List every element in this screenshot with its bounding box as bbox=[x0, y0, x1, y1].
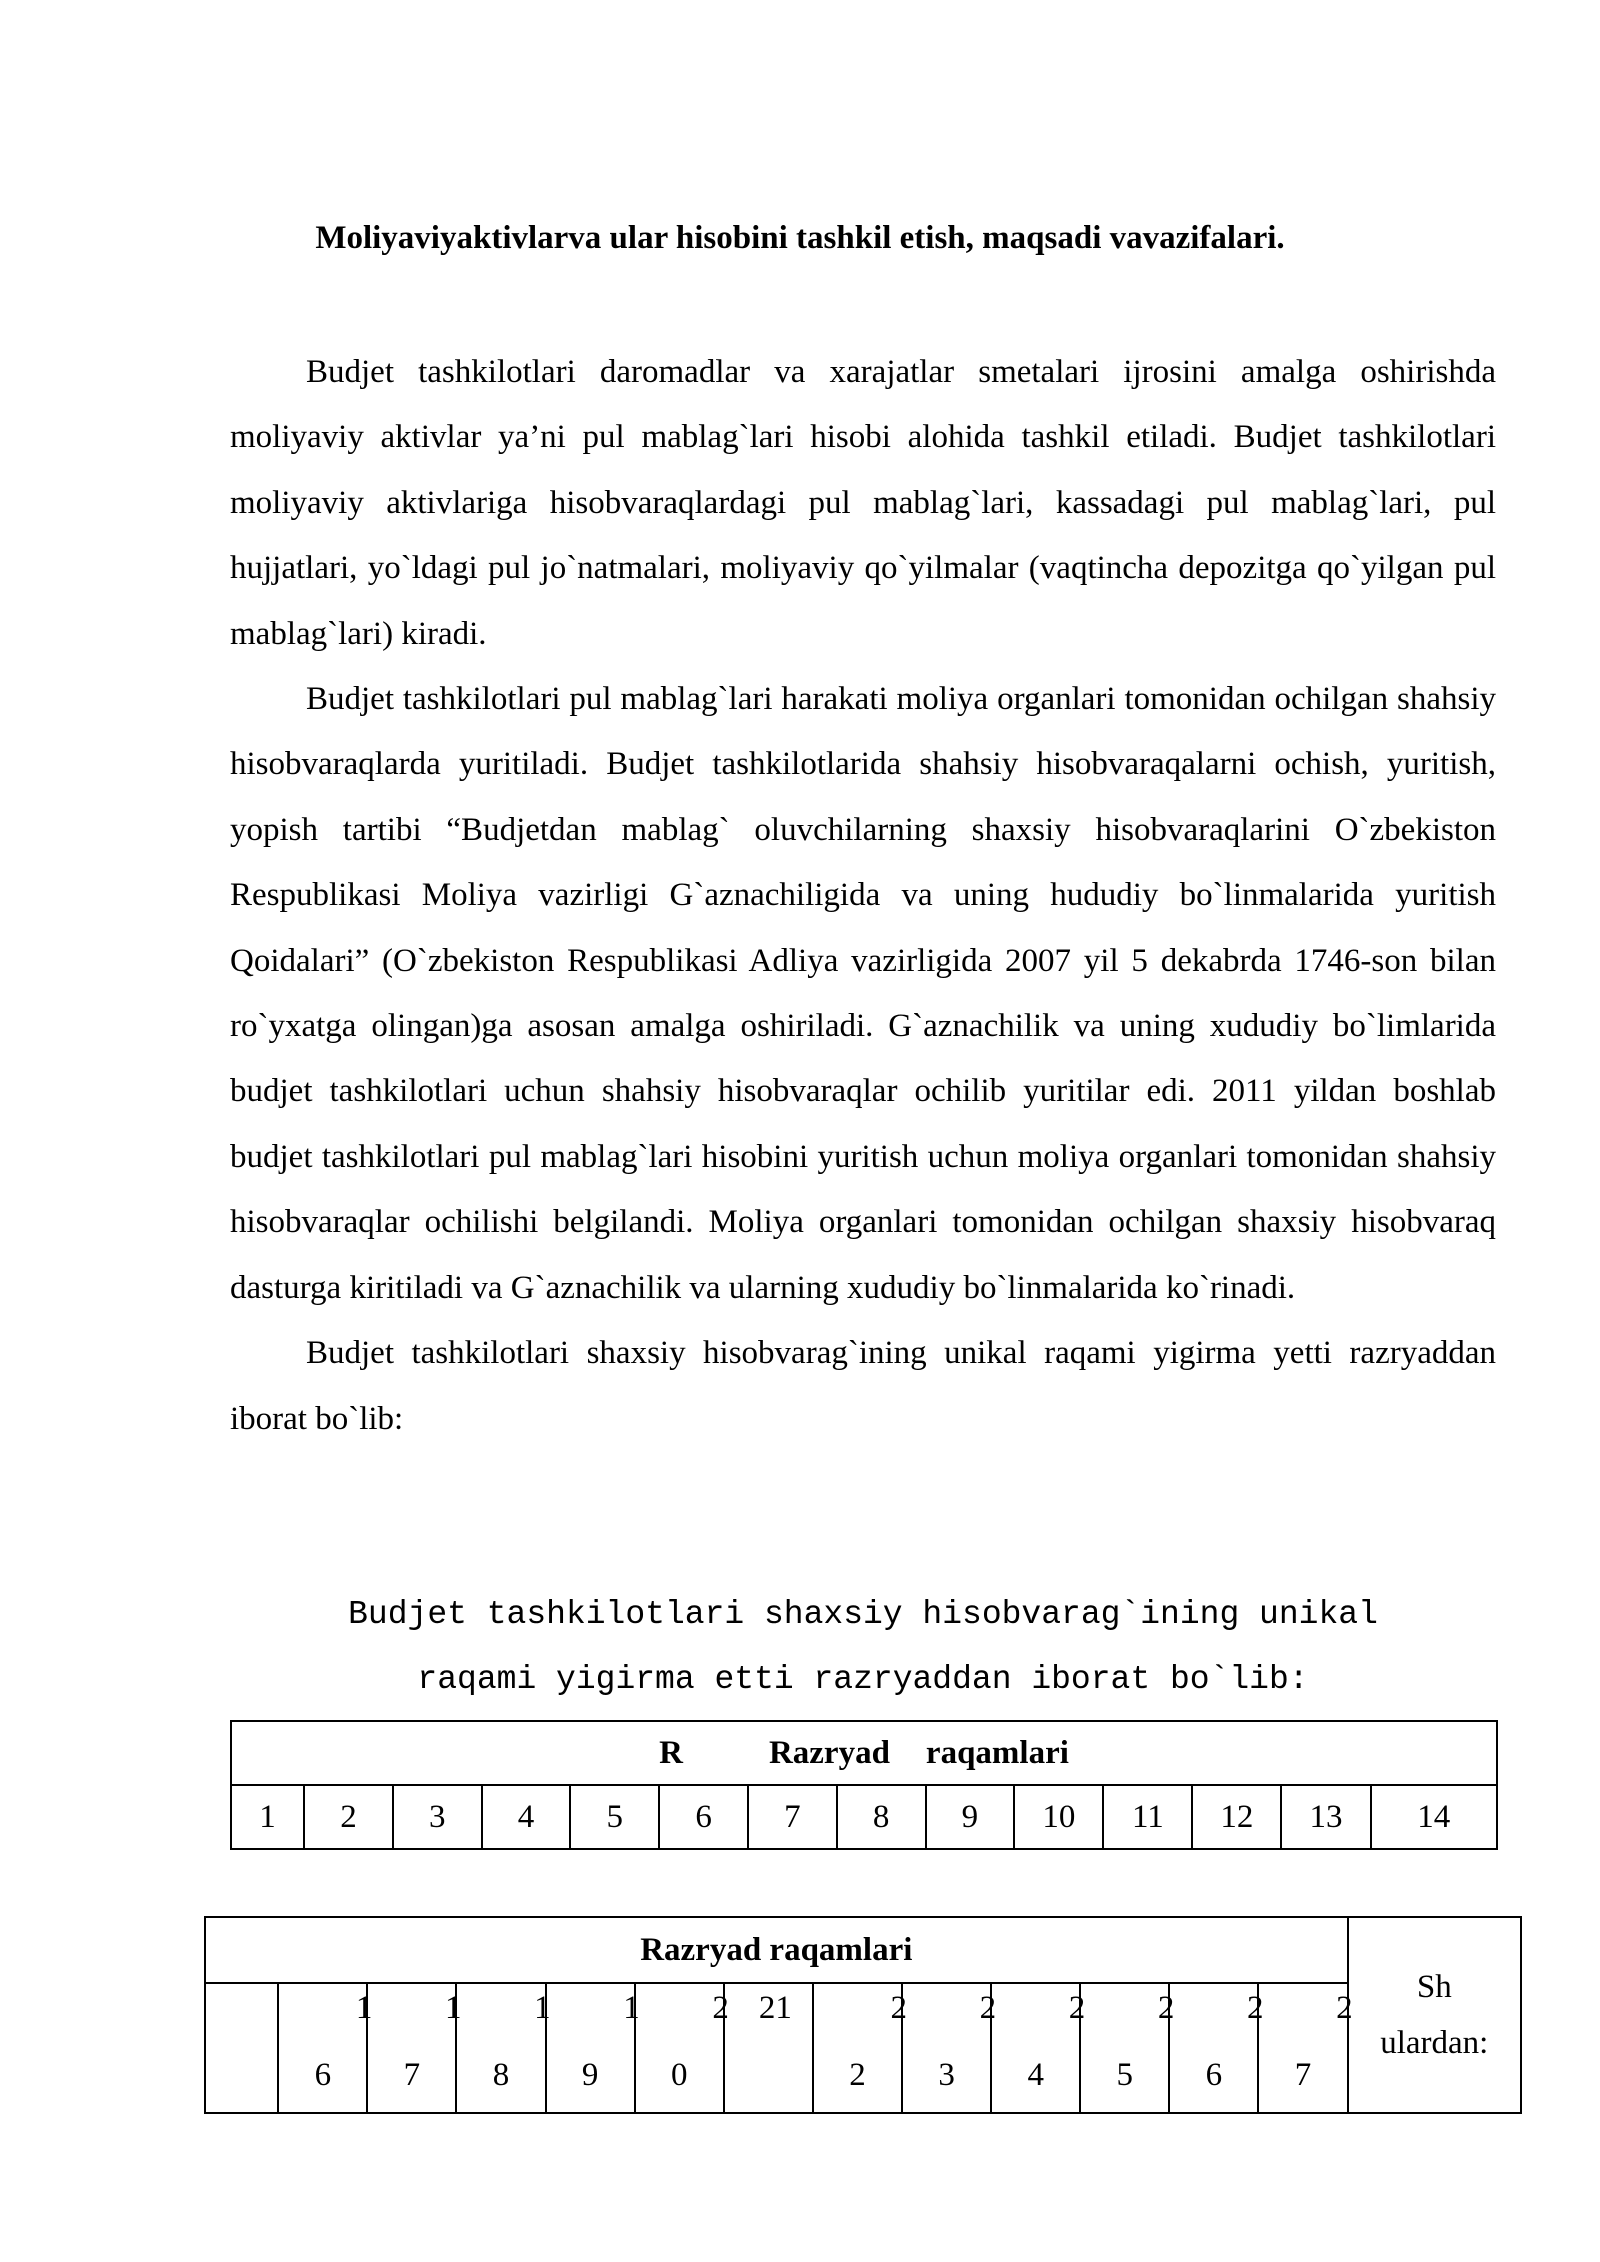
table1-digit-cell: 6 bbox=[659, 1785, 748, 1849]
body-text bbox=[230, 340, 1496, 1452]
table1-digit-cell: 11 bbox=[1103, 1785, 1192, 1849]
table2-digit-top: 2 bbox=[1336, 1990, 1353, 2026]
table2-digit-top: 1 bbox=[355, 1990, 373, 2026]
table2-digit-top: 2 bbox=[1068, 1990, 1086, 2026]
paragraph-1: Budjet tashkilotlari daromadlar va xarajatlar smetalari ijrosini amalga oshirishda moliyaviy aktivlar ya’ni pul mablag`lari hisobi alohida tashkil etiladi. Budjet tashkilotlari moliyaviy aktivlariga hisobvaraqlardagi pul mablag`lari, kassadagi pul mablag`lari, pul hujjatlari, yo`ldagi pul jo`natmalari, moliyaviy qo`yilmalar (vaqtincha depozitga qo`yilgan pul mablag`lari) kiradi. bbox=[230, 354, 1496, 652]
monospace-caption bbox=[230, 1582, 1496, 1712]
table2-digit-top: 2 bbox=[1246, 1990, 1264, 2026]
table2-digit-cell bbox=[456, 1983, 551, 2113]
table2-digit-cell bbox=[278, 1983, 373, 2113]
table2-digit-top: 2 bbox=[712, 1990, 729, 2026]
digit-table-2 bbox=[204, 1916, 1522, 2114]
monospace-line-1: Budjet tashkilotlari shaxsiy hisobvarag`ining unikal bbox=[348, 1596, 1378, 1633]
table2-digit-cell bbox=[1080, 1983, 1175, 2113]
table2-digit-top: 1 bbox=[534, 1990, 551, 2026]
table1-digit-cell: 1 bbox=[231, 1785, 304, 1849]
table2-digit-bottom: 5 bbox=[1116, 2057, 1134, 2093]
table2-digit-top: 1 bbox=[444, 1990, 462, 2026]
table2-digit-cell bbox=[1258, 1983, 1353, 2113]
table1-header bbox=[231, 1721, 1497, 1785]
document-title: Moliyaviyaktivlarva ular hisobini tashkil etish, maqsadi vavazifalari. bbox=[315, 220, 1285, 256]
table2-digit-cell bbox=[724, 1983, 813, 2113]
table2-digit-top: 1 bbox=[623, 1990, 640, 2026]
table1-digit-cell: 12 bbox=[1192, 1785, 1281, 1849]
table1-digit-cell: 14 bbox=[1371, 1785, 1497, 1849]
table1-digit-cell: 5 bbox=[570, 1785, 659, 1849]
paragraph-3: Budjet tashkilotlari shaxsiy hisobvarag`ining unikal raqami yigirma yetti razryaddan iborat bo`lib: bbox=[230, 1335, 1496, 1437]
digit-table-1 bbox=[230, 1720, 1498, 1850]
table2-digit-bottom: 2 bbox=[849, 2057, 866, 2093]
table1-header-part-1: R bbox=[659, 1734, 683, 1771]
table1-digit-cell: 13 bbox=[1281, 1785, 1370, 1849]
paragraph-2: Budjet tashkilotlari pul mablag`lari harakati moliya organlari tomonidan ochilgan shahsiy hisobvaraqlarda yuritiladi. Budjet tashkilotlarida shahsiy hisobvaraqalarni ochish, yuritish, yopish tartibi “Budjetdan mablag` oluvchilarning shaxsiy hisobvaraqlarini O`zbekiston Respublikasi Moliya vazirligi G`aznachiligida va uning hududiy bo`linmalarida yuritish Qoidalari” (O`zbekiston Respublikasi Adliya vazirligida 2007 yil 5 dekabrda 1746-son bilan ro`yxatga olingan)ga asosan amalga oshiriladi. G`aznachilik va uning xududiy bo`limlarida budjet tashkilotlari uchun shahsiy hisobvaraqlar ochilib yuritilar edi. 2011 yildan boshlab budjet tashkilotlari pul mablag`lari hisobini yuritish uchun moliya organlari tomonidan shahsiy hisobvaraqlar ochilishi belgilandi. Moliya organlari tomonidan ochilgan shaxsiy hisobvaraq dasturga kiritiladi va G`aznachilik va ularning xududiy bo`linmalarida ko`rinadi. bbox=[230, 681, 1496, 1306]
table2-digit-cell bbox=[546, 1983, 640, 2113]
table2-digit-bottom: 7 bbox=[1294, 2057, 1312, 2093]
table1-digit-cell: 10 bbox=[1014, 1785, 1103, 1849]
table2-digit-bottom: 4 bbox=[1027, 2057, 1044, 2093]
table2-side-line-2: ulardan: bbox=[1380, 2025, 1489, 2061]
table1-header-part-2: Razryad bbox=[768, 1734, 890, 1771]
table2-side-line-1: Sh bbox=[1416, 1969, 1452, 2005]
table2-header: Razryad raqamlari bbox=[205, 1917, 1348, 1983]
table1-digit-cell: 4 bbox=[482, 1785, 571, 1849]
table2-digit-cell bbox=[813, 1983, 908, 2113]
table1-digit-cell: 2 bbox=[304, 1785, 393, 1849]
table2-side-cell bbox=[1348, 1917, 1521, 2113]
table2-digit-top: 21 bbox=[758, 1990, 792, 2026]
table1-header-part-3: raqamlari bbox=[925, 1734, 1069, 1771]
table2-digit-cell bbox=[902, 1983, 997, 2113]
table2-digit-cell bbox=[991, 1983, 1086, 2113]
table1-digit-cell: 3 bbox=[393, 1785, 482, 1849]
table2-digit-cell bbox=[635, 1983, 729, 2113]
table2-digit-bottom: 8 bbox=[492, 2057, 510, 2093]
table1-digit-cell: 8 bbox=[837, 1785, 926, 1849]
table2-digit-cell bbox=[1169, 1983, 1264, 2113]
table2-digit-bottom: 6 bbox=[1205, 2057, 1223, 2093]
table2-digit-bottom: 0 bbox=[671, 2057, 688, 2093]
table2-digit-bottom: 7 bbox=[403, 2057, 421, 2093]
table1-digit-cell: 9 bbox=[926, 1785, 1015, 1849]
table2-digit-top: 2 bbox=[979, 1990, 997, 2026]
table2-digit-bottom: 6 bbox=[314, 2057, 332, 2093]
monospace-line-2: raqami yigirma etti razryaddan iborat bo`lib: bbox=[417, 1661, 1309, 1698]
table2-digit-top: 2 bbox=[1157, 1990, 1175, 2026]
table2-digit-bottom: 3 bbox=[938, 2057, 955, 2093]
table2-digit-top: 2 bbox=[890, 1990, 908, 2026]
table1-digit-cell: 7 bbox=[748, 1785, 837, 1849]
table2-digit-cell bbox=[367, 1983, 462, 2113]
table2-digit-bottom: 9 bbox=[581, 2057, 599, 2093]
table2-digit-cell bbox=[205, 1983, 278, 2113]
